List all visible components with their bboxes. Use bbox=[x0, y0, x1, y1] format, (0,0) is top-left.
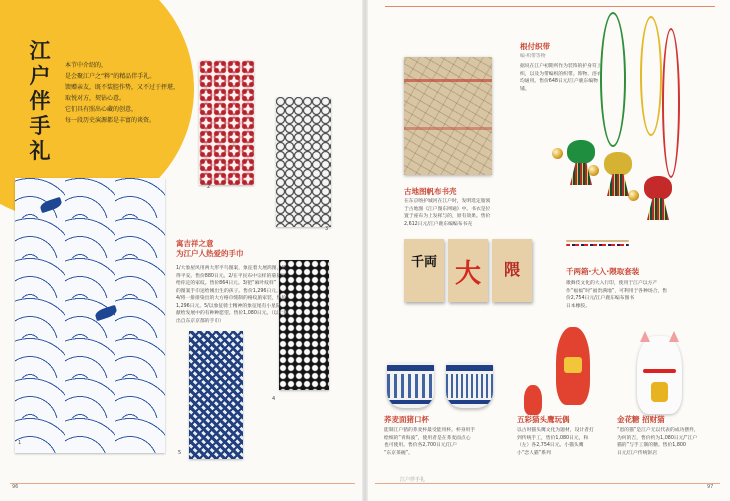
title-char: 户 bbox=[29, 63, 51, 88]
title-char: 礼 bbox=[29, 138, 51, 163]
stamp-set-title: 千两箱·大入·隈取套装 bbox=[566, 267, 640, 276]
soba-cup-image bbox=[446, 362, 493, 408]
footer-rule bbox=[10, 483, 355, 484]
page-number: 97 bbox=[707, 484, 714, 490]
tenugui-hemp-leaf bbox=[276, 97, 331, 227]
soba-cup-image bbox=[387, 362, 434, 408]
tenugui-indigo-pattern bbox=[189, 331, 243, 459]
footer-note: 江户伴手礼 bbox=[400, 477, 426, 483]
map-book-cover-image bbox=[404, 57, 492, 175]
owl-doll-large bbox=[556, 327, 590, 405]
item-number: 1 bbox=[18, 440, 22, 446]
tenugui-red-chrysanthemum bbox=[199, 60, 254, 185]
owl-doll-description: 以古时猫头鹰文化为题材，设计者打 到传统手工，售价1,080日元，和 （左）各2,754日元。小猫头鹰 小“恋人猫”系列 bbox=[517, 428, 594, 456]
intro-text: 本节中介绍的， 是会聚江户之“粹”的精品伴手礼。 馈赠亲友，既不装腔作势，又不过于抨堪， 取悦对方，契钻心意。 它们具有照出心藏的创意， 每一段历史演源都是丰富的谈资。 bbox=[65, 62, 180, 124]
soba-cup-description: 能制江户猪的荞麦杯最受能用杯。杯身用手 绘细的“青海波”，使用者是在荞麦面点心 也可使用。售价各2,700日元/江户 “东京茶碗”。 bbox=[384, 428, 476, 456]
tenugui-crane-wave bbox=[15, 178, 165, 453]
cord-title: 根付织带 bbox=[520, 42, 550, 51]
item-number: 2 bbox=[207, 184, 211, 190]
map-cover-description: 在东京喀护城河在江户时，发明选定脂领 于古地图《江户图东网通》中。书衣是位 置于座布为上发挥与的，原有效果。售价 2,612日元/江户鹿东编编布书壳 bbox=[404, 199, 491, 227]
page-number: 96 bbox=[12, 484, 19, 490]
stamp-block-oiri: 大 bbox=[448, 239, 488, 302]
footer-rule bbox=[375, 483, 720, 484]
title-char: 江 bbox=[29, 38, 51, 63]
owl-doll-title: 五彩猫头鹰玩偶 bbox=[517, 415, 570, 424]
soba-cup-title: 荞麦面猪口杯 bbox=[384, 415, 429, 424]
owl-doll-small bbox=[524, 385, 542, 415]
item-number: 3 bbox=[325, 226, 329, 232]
cord-subtitle: 编·织带等物 bbox=[520, 54, 546, 59]
cord-description: 据说在江户初期所作为装饰的护身符上 织，以及为带编织的织带。饰物、浴衣 均通用。售价648日元/江户鹿东编物 铺。 bbox=[520, 64, 602, 92]
header-rule bbox=[385, 6, 715, 7]
stamp-set-description: 歌舞伎文化的大入行印，使用于江户以方产 作“福福”时“福贵满地”，可利用于各种场合，售 价2,754日元/江户鹿东编布图书 日本橡胶。 bbox=[566, 281, 668, 309]
crane-motif bbox=[94, 305, 118, 321]
title-char: 伴 bbox=[29, 88, 51, 113]
page-title bbox=[20, 38, 60, 163]
lucky-cat-description: “恩的猫”是江户无以代表的成功摆件， 为何的吉，售价约为1,080日元/“江户 猫的”与手工制的糖。售价1,800 日元/江户传统饼店 bbox=[617, 428, 699, 456]
lucky-cat-title: 金花糖 招财猫 bbox=[617, 415, 665, 424]
stamp-ink-sticks bbox=[566, 240, 629, 248]
page-gutter bbox=[362, 0, 368, 501]
item-number: 5 bbox=[178, 450, 182, 456]
section-description: 1/大象屋风用两大形平鸟图案，象征着大展鸿图，值 得平安。售价880日元。2/在平民布中宗样的菊花原 给你定的家纹。售价864日元。3/把“麻叶纹样” 的图案手巾送给刚出生的孩子。售价1,296日元。 4/将一排排染出的大方格巾缝制的格纹旅家装，售价 1,296日元。5/以象征骑士精神的象征尾有小星陆 献给发展中的有种种愿望。售价1,080日元。（以上都 出自东京京都的手巾） bbox=[176, 266, 289, 324]
crane-motif bbox=[39, 197, 63, 213]
maneki-neko-image bbox=[637, 336, 682, 414]
item-number: 4 bbox=[272, 396, 276, 402]
title-char: 手 bbox=[29, 113, 51, 138]
map-cover-title: 古地图帆布书壳 bbox=[404, 187, 457, 196]
stamp-block-kumadori: 隈 bbox=[492, 239, 532, 302]
section-title: 寓吉祥之意 为江户人热爱的手巾 bbox=[176, 239, 244, 258]
stamp-block-senryo: 千両 bbox=[404, 239, 444, 302]
